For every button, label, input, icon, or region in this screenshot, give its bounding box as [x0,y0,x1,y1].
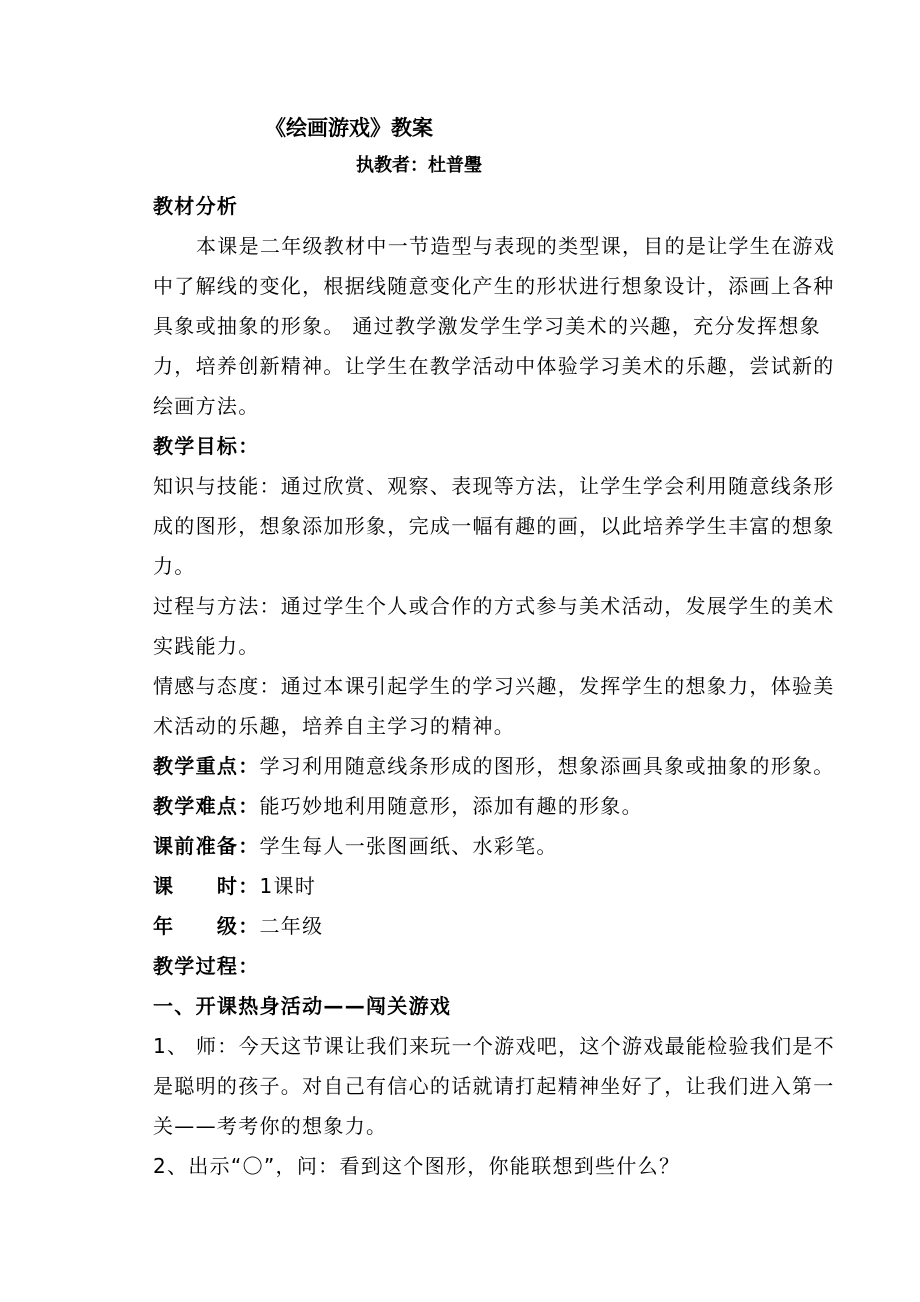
paragraph-line: 力，培养创新精神。让学生在教学活动中体验学习美术的乐趣，尝试新的 [153,354,835,378]
field-value: 学生每人一张图画纸、水彩笔。 [259,834,558,858]
field-label: 课前准备： [153,834,260,858]
paragraph-line: 术活动的乐趣，培养自主学习的精神。 [153,714,516,738]
paragraph-line: 是聪明的孩子。对自己有信心的话就请打起精神坐好了，让我们进入第一 [153,1074,835,1098]
paragraph-line: 绘画方法。 [153,394,260,418]
goals-heading: 教学目标： [153,434,260,458]
process-heading: 教学过程： [153,954,260,978]
field-grade [153,906,843,946]
paragraph-line: 关——考考你的想象力。 [153,1114,388,1138]
paragraph-line: 2、出示“〇”，问：看到这个图形，你能联想到些什么？ [153,1154,681,1178]
analysis-heading: 教材分析 [153,194,239,218]
field-label: 课 时： [153,874,260,898]
paragraph-line: 中了解线的变化，根据线随意变化产生的形状进行想象设计，添画上各种 [153,274,835,298]
field-value: 二年级 [259,914,324,938]
field-duration [153,866,843,906]
paragraph-line: 成的图形，想象添加形象，完成一幅有趣的画，以此培养学生丰富的想象 [153,514,835,538]
paragraph-line: 力。 [153,554,196,578]
field-label: 年 级： [153,914,260,938]
field-value: 能巧妙地利用随意形，添加有趣的形象。 [259,794,643,818]
field-key-points [153,746,843,786]
paragraph-line: 具象或抽象的形象。 通过教学激发学生学习美术的兴趣，充分发挥想象 [153,314,821,338]
field-value: 1课时 [259,874,317,898]
field-difficulties [153,786,843,826]
paragraph-line: 过程与方法：通过学生个人或合作的方式参与美术活动，发展学生的美术 [153,594,835,618]
document-title: 《绘画游戏》教案 [265,116,433,140]
author-line: 执教者：杜普璺 [356,155,482,176]
document-page [153,110,843,1186]
field-label: 教学难点： [153,794,260,818]
field-preparation [153,826,843,866]
field-label: 教学重点： [153,754,260,778]
paragraph-line: 情感与态度：通过本课引起学生的学习兴趣，发挥学生的想象力，体验美 [153,674,835,698]
section-heading: 一、开课热身活动——闯关游戏 [153,994,452,1018]
field-value: 学习利用随意线条形成的图形，想象添画具象或抽象的形象。 [259,754,835,778]
paragraph-line: 知识与技能：通过欣赏、观察、表现等方法，让学生学会利用随意线条形 [153,474,835,498]
paragraph-line: 1、 师：今天这节课让我们来玩一个游戏吧，这个游戏最能检验我们是不 [153,1034,835,1058]
paragraph-line: 实践能力。 [153,634,260,658]
paragraph-line: 本课是二年级教材中一节造型与表现的类型课，目的是让学生在游戏 [196,234,835,258]
